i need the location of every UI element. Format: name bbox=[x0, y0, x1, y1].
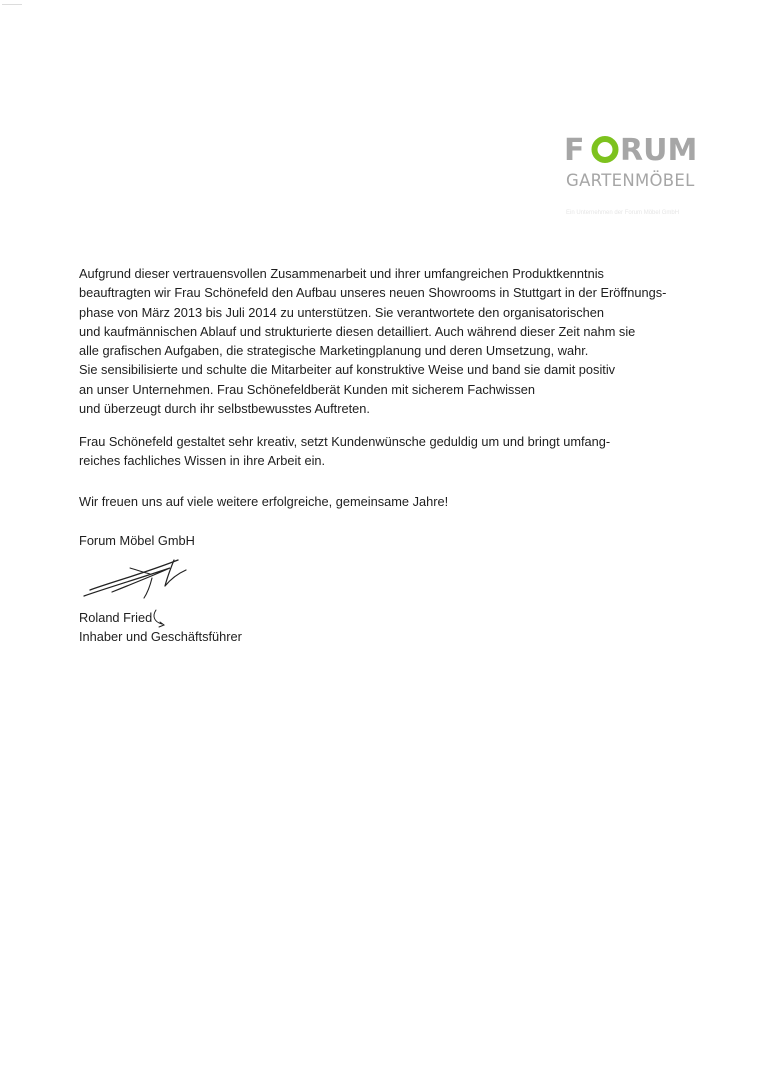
signer-name: Roland Fried bbox=[79, 610, 153, 625]
logo-letters-rum: RUM bbox=[620, 133, 698, 168]
logo-subtitle: GARTENMÖBEL bbox=[566, 171, 695, 190]
text-line: an unser Unternehmen. Frau Schönefeldberät Kunden mit sicherem Fachwissen bbox=[79, 381, 535, 397]
text-line: beauftragten wir Frau Schönefeld den Aufbau unseres neuen Showrooms in Stuttgart in der Eröffnungs- bbox=[79, 285, 667, 301]
logo-tagline: Ein Unternehmen der Forum Möbel GmbH bbox=[566, 210, 680, 216]
text-line: und kaufmännischen Ablauf und strukturierte diesen detailliert. Auch während dieser Zeit nahm sie bbox=[79, 323, 636, 339]
paragraph-3: Wir freuen uns auf viele weitere erfolgreiche, gemeinsame Jahre! bbox=[79, 494, 449, 509]
text-line: Frau Schönefeld gestaltet sehr kreativ, setzt Kundenwünsche geduldig um und bringt umfang- bbox=[79, 434, 611, 449]
signer-block bbox=[79, 608, 242, 647]
text-line: Aufgrund dieser vertrauensvollen Zusammenarbeit und ihrer umfangreichen Produktkenntnis bbox=[79, 266, 604, 281]
forum-wordmark bbox=[560, 130, 720, 170]
company-name: Forum Möbel GmbH bbox=[79, 533, 195, 548]
logo-green-o bbox=[595, 139, 616, 160]
text-line: und überzeugt durch ihr selbstbewusstes Auftreten. bbox=[79, 401, 370, 417]
text-line: phase von März 2013 bis Juli 2014 zu unterstützen. Sie verantwortete den organisatorischen bbox=[79, 304, 604, 320]
text-line: reiches fachliches Wissen in ihre Arbeit ein. bbox=[79, 453, 326, 469]
paragraph-1 bbox=[79, 264, 719, 418]
signer-title: Inhaber und Geschäftsführer bbox=[79, 629, 242, 645]
paragraph-2 bbox=[79, 432, 610, 471]
text-line: Sie sensibilisierte und schulte die Mitarbeiter auf konstruktive Weise und band sie damit positiv bbox=[79, 362, 616, 378]
logo-letter-f: F bbox=[564, 133, 585, 168]
scan-mark bbox=[2, 4, 22, 5]
text-line: alle grafischen Aufgaben, die strategische Marketingplanung und deren Umsetzung, wahr. bbox=[79, 343, 589, 359]
